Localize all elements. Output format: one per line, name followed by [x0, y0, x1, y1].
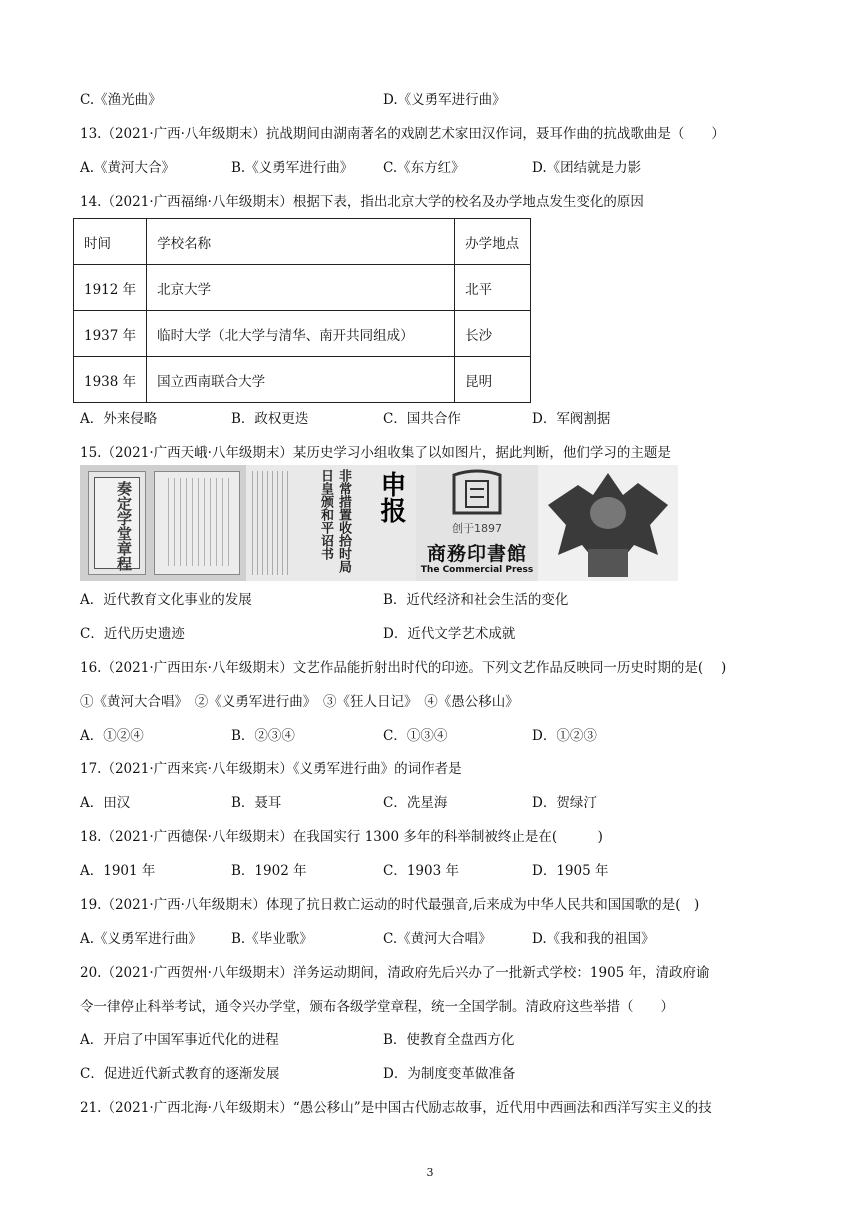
q15-image3-chinese-name: 商務印書館: [426, 543, 527, 565]
q14-table: [73, 218, 531, 403]
q15-image-commercial-press: [416, 465, 538, 581]
q19-option-d: D.《我和我的祖国》: [532, 931, 655, 947]
table-cell: 昆明: [455, 357, 531, 403]
q16-option-d: D．①②③: [532, 728, 597, 744]
q18-option-a: A．1901 年: [80, 863, 156, 879]
table-cell: 国立西南联合大学: [147, 357, 455, 403]
q13-option-a: A.《黄河大合》: [80, 160, 176, 176]
page-number: 3: [426, 1166, 434, 1179]
q13-option-b: B.《义勇军进行曲》: [231, 160, 354, 176]
q15-image2-masthead: 申报: [376, 471, 406, 523]
table-cell: 长沙: [455, 311, 531, 357]
q17-stem: 17.（2021·广西来宾·八年级期末）《义勇军进行曲》的词作者是: [80, 761, 462, 777]
table-row: [74, 265, 531, 311]
q16-items: ①《黄河大合唱》 ②《义勇军进行曲》 ③《狂人日记》 ④《愚公移山》: [80, 694, 519, 710]
q20-option-a: A．开启了中国军事近代化的进程: [80, 1032, 279, 1048]
q19-option-a: A.《义勇军进行曲》: [80, 931, 203, 947]
q13-option-c: C.《东方红》: [383, 160, 465, 176]
q12-option-d: D.《义勇军进行曲》: [383, 92, 506, 108]
table-header: 学校名称: [147, 219, 455, 265]
q16-option-c: C．①③④: [383, 728, 448, 744]
q18-option-c: C．1903 年: [383, 863, 459, 879]
q18-stem: 18.（2021·广西德保·八年级期末）在我国实行 1300 多年的科举制被终止是在( ): [80, 829, 603, 845]
q16-stem: 16.（2021·广西田东·八年级期末）文艺作品能折射出时代的印迹。下列文艺作品反映同一历史时期的是( ): [80, 660, 727, 676]
q15-image3-year: 创于1897: [452, 522, 502, 535]
q20-option-b: B．使教育全盘西方化: [383, 1032, 515, 1048]
q15-option-a: A．近代教育文化事业的发展: [80, 592, 252, 608]
q20-stem-line2: 令一律停止科举考试，通令兴办学堂，颁布各级学堂章程，统一全国学制。清政府这些举措（ ）: [80, 999, 674, 1015]
table-header-row: [74, 219, 531, 265]
q15-image3-english-name: The Commercial Press: [420, 565, 534, 575]
commercial-press-logo-icon: [450, 469, 504, 517]
table-header: 办学地点: [455, 219, 531, 265]
table-cell: 北平: [455, 265, 531, 311]
q17-option-b: B．聂耳: [231, 795, 282, 811]
q17-option-a: A．田汉: [80, 795, 131, 811]
q15-option-b: B．近代经济和社会生活的变化: [383, 592, 569, 608]
q19-option-c: C.《黄河大合唱》: [383, 931, 492, 947]
q15-image-newspaper: [246, 465, 416, 581]
q13-option-d: D.《团结就是力影: [532, 160, 642, 176]
q14-option-a: A．外来侵略: [80, 411, 158, 427]
table-cell: 1912 年: [74, 265, 147, 311]
q19-stem: 19.（2021·广西·八年级期末）体现了抗日救亡运动的时代最强音,后来成为中华人民共和国国歌的是( ): [80, 897, 700, 913]
q15-option-c: C．近代历史遗迹: [80, 626, 185, 642]
q21-stem: 21.（2021·广西北海·八年级期末）“愚公移山”是中国古代励志故事，近代用中西画法和西洋写实主义的技: [80, 1100, 712, 1116]
q16-option-a: A．①②④: [80, 728, 144, 744]
q17-option-d: D．贺绿汀: [532, 795, 597, 811]
q20-option-c: C．促进近代新式教育的逐渐发展: [80, 1066, 280, 1082]
table-row: [74, 311, 531, 357]
table-cell: 北京大学: [147, 265, 455, 311]
table-row: [74, 357, 531, 403]
q14-stem: 14.（2021·广西福绵·八年级期末）根据下表，指出北京大学的校名及办学地点发生变化的原因: [80, 194, 644, 210]
q15-image-sculpture: [538, 465, 678, 581]
sculpture-photo-icon: [538, 465, 678, 581]
table-cell: 临时大学（北大学与清华、南开共同组成）: [147, 311, 455, 357]
q20-stem-line1: 20.（2021·广西贺州·八年级期末）洋务运动期间，清政府先后兴办了一批新式学校：1905 年，清政府谕: [80, 965, 710, 981]
q17-option-c: C．冼星海: [383, 795, 448, 811]
q18-option-b: B．1902 年: [231, 863, 307, 879]
table-header: 时间: [74, 219, 147, 265]
q14-option-b: B．政权更迭: [231, 411, 309, 427]
q13-stem: 13.（2021·广西·八年级期末）抗战期间由湖南著名的戏剧艺术家田汉作词，聂耳作曲的抗战歌曲是（ ）: [80, 126, 725, 142]
q15-stem: 15.（2021·广西天峨·八年级期末）某历史学习小组收集了以如图片，据此判断，他们学习的主题是: [80, 445, 671, 461]
q15-option-d: D．近代文学艺术成就: [383, 626, 516, 642]
q12-option-c: C.《渔光曲》: [80, 92, 162, 108]
q16-option-b: B．②③④: [231, 728, 295, 744]
q15-image-regulations-book: [80, 465, 246, 581]
table-cell: 1937 年: [74, 311, 147, 357]
q18-option-d: D．1905 年: [532, 863, 609, 879]
q15-image-strip: [80, 465, 678, 581]
q15-image1-title: 奏定学堂章程: [115, 481, 133, 571]
q14-option-d: D．军阀割据: [532, 411, 611, 427]
q20-option-d: D．为制度变革做准备: [383, 1066, 516, 1082]
q19-option-b: B.《毕业歌》: [231, 931, 313, 947]
table-cell: 1938 年: [74, 357, 147, 403]
q15-image2-side-text: 非常措置收拾时局 日皇颁和平诏书: [318, 469, 351, 573]
q14-option-c: C．国共合作: [383, 411, 461, 427]
